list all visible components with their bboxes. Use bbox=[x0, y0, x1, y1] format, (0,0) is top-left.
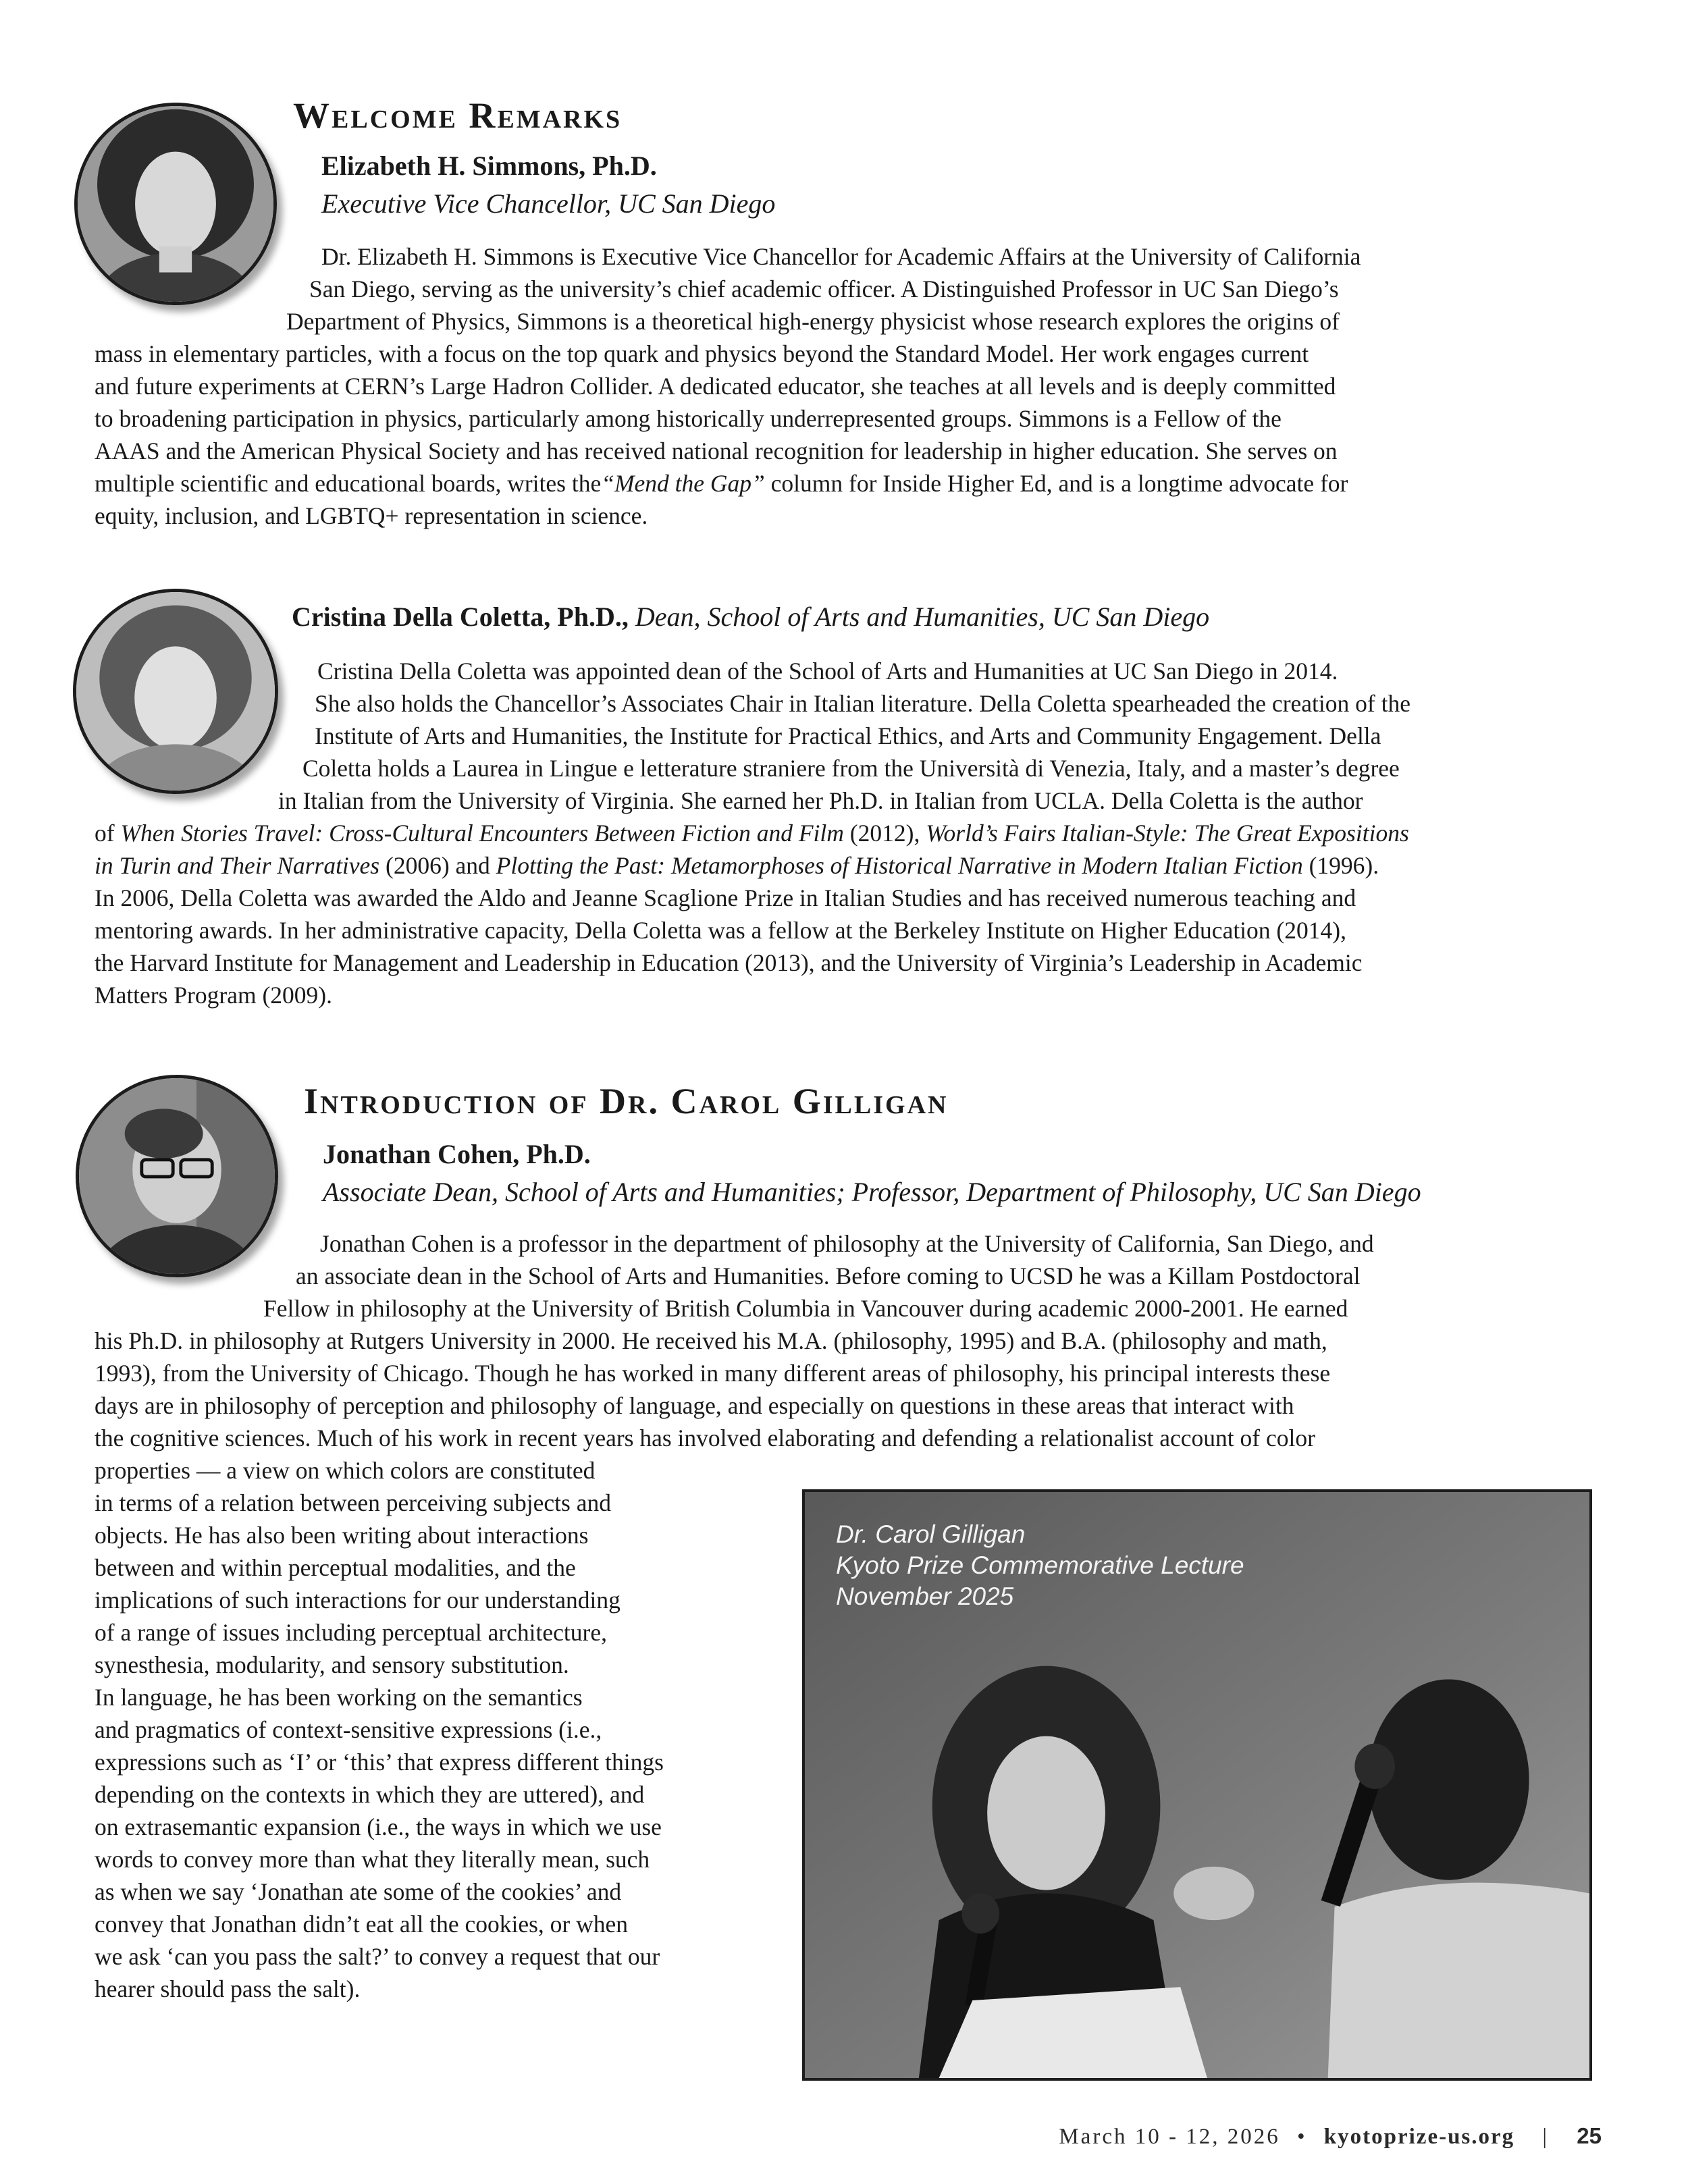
bio-line: objects. He has also been writing about interactions bbox=[95, 1522, 589, 1549]
section-heading-welcome-remarks: Welcome Remarks bbox=[293, 95, 623, 136]
footer-divider: | bbox=[1542, 2125, 1550, 2149]
caption-line: Dr. Carol Gilligan bbox=[836, 1520, 1026, 1548]
bio-line: hearer should pass the salt). bbox=[95, 1975, 361, 2002]
bio-line: days are in philosophy of perception and philosophy of language, and especially on questions in these areas that interact with bbox=[95, 1392, 1294, 1419]
caption-line: November 2025 bbox=[836, 1582, 1014, 1610]
speaker-role: Executive Vice Chancellor, UC San Diego bbox=[321, 188, 776, 219]
bio-line: Coletta holds a Laurea in Lingue e letterature straniere from the Università di Venezia, Italy, and a master’s degree bbox=[302, 755, 1400, 782]
speaker-role: Dean, School of Arts and Humanities, UC San Diego bbox=[635, 602, 1210, 632]
bio-line: Dr. Elizabeth H. Simmons is Executive Vice Chancellor for Academic Affairs at the University of California bbox=[321, 243, 1361, 270]
bio-line: and future experiments at CERN’s Large Hadron Collider. A dedicated educator, she teaches at all levels and is deeply committed bbox=[95, 373, 1336, 400]
bio-line: She also holds the Chancellor’s Associates Chair in Italian literature. Della Coletta spearheaded the creation of the bbox=[315, 690, 1410, 717]
speaker-name: Elizabeth H. Simmons, Ph.D. bbox=[321, 151, 657, 181]
bio-line: of When Stories Travel: Cross-Cultural Encounters Between Fiction and Film (2012), World’s Fairs Italian-Style: The Great Expositions bbox=[95, 820, 1409, 847]
portrait-photo bbox=[78, 106, 273, 302]
bio-line: convey that Jonathan didn’t eat all the cookies, or when bbox=[95, 1911, 628, 1938]
page-number: 25 bbox=[1577, 2123, 1602, 2148]
speaker-name: Jonathan Cohen, Ph.D. bbox=[323, 1139, 591, 1169]
bio-line: Institute of Arts and Humanities, the Institute for Practical Ethics, and Arts and Community Engagement. Della bbox=[315, 722, 1381, 749]
speaker-role: Associate Dean, School of Arts and Humanities; Professor, Department of Philosophy, UC San Diego bbox=[323, 1177, 1421, 1207]
bio-line: his Ph.D. in philosophy at Rutgers University in 2000. He received his M.A. (philosophy, 1995) and B.A. (philosophy and math, bbox=[95, 1327, 1327, 1354]
bio-line: mentoring awards. In her administrative capacity, Della Coletta was a fellow at the Berkeley Institute on Higher Education (2014), bbox=[95, 917, 1346, 944]
bio-line: to broadening participation in physics, particularly among historically underrepresented groups. Simmons is a Fellow of the bbox=[95, 405, 1282, 432]
bio-line: AAAS and the American Physical Society and has received national recognition for leadership in higher education. She serves on bbox=[95, 437, 1338, 464]
bio-line: In 2006, Della Coletta was awarded the Aldo and Jeanne Scaglione Prize in Italian Studies and has received numerous teaching and bbox=[95, 884, 1356, 911]
page-footer bbox=[1059, 2123, 1602, 2150]
portrait-photo bbox=[79, 1078, 275, 1274]
bio-line: in terms of a relation between perceiving subjects and bbox=[95, 1489, 611, 1516]
bio-line: in Italian from the University of Virginia. She earned her Ph.D. in Italian from UCLA. Della Coletta is the author bbox=[278, 787, 1363, 814]
portrait-elizabeth-simmons bbox=[74, 103, 277, 305]
bio-line: depending on the contexts in which they are uttered), and bbox=[95, 1781, 645, 1808]
bio-line: words to convey more than what they literally mean, such bbox=[95, 1846, 650, 1873]
bio-line: In language, he has been working on the semantics bbox=[95, 1684, 583, 1711]
bio-line: on extrasemantic expansion (i.e., the ways in which we use bbox=[95, 1813, 662, 1840]
footer-url: kyotoprize-us.org bbox=[1323, 2125, 1515, 2149]
caption-line: Kyoto Prize Commemorative Lecture bbox=[836, 1551, 1244, 1579]
bio-line: synesthesia, modularity, and sensory substitution. bbox=[95, 1651, 569, 1678]
footer-dates: March 10 - 12, 2026 bbox=[1059, 2125, 1280, 2149]
footer-bullet: • bbox=[1296, 2125, 1307, 2149]
bio-line: 1993), from the University of Chicago. Though he has worked in many different areas of philosophy, his principal interests these bbox=[95, 1360, 1331, 1387]
bio-line: properties — a view on which colors are constituted bbox=[95, 1457, 596, 1484]
bio-line: Matters Program (2009). bbox=[95, 982, 332, 1009]
bio-line: in Turin and Their Narratives (2006) and Plotting the Past: Metamorphoses of Historical Narrative in Modern Italian Fiction (1996). bbox=[95, 852, 1379, 879]
photo-caption bbox=[836, 1519, 1244, 1612]
portrait-photo bbox=[76, 592, 275, 791]
bio-line: we ask ‘can you pass the salt?’ to convey a request that our bbox=[95, 1943, 660, 1970]
bio-line: Jonathan Cohen is a professor in the department of philosophy at the University of California, San Diego, and bbox=[320, 1230, 1374, 1257]
bio-line: San Diego, serving as the university’s chief academic officer. A Distinguished Professor in UC San Diego’s bbox=[309, 275, 1339, 302]
bio-line: equity, inclusion, and LGBTQ+ representation in science. bbox=[95, 502, 648, 529]
bio-line: Department of Physics, Simmons is a theoretical high-energy physicist whose research explores the origins of bbox=[286, 308, 1340, 335]
bio-line: implications of such interactions for our understanding bbox=[95, 1587, 621, 1614]
bio-line: mass in elementary particles, with a focus on the top quark and physics beyond the Standard Model. Her work engages current bbox=[95, 340, 1309, 367]
bio-line: and pragmatics of context-sensitive expressions (i.e., bbox=[95, 1716, 602, 1743]
bio-line: Fellow in philosophy at the University of British Columbia in Vancouver during academic 2000-2001. He earned bbox=[263, 1295, 1348, 1322]
bio-line: of a range of issues including perceptual architecture, bbox=[95, 1619, 607, 1646]
section-heading-introduction: Introduction of Dr. Carol Gilligan bbox=[304, 1081, 949, 1121]
bio-line: Cristina Della Coletta was appointed dean of the School of Arts and Humanities at UC San Diego in 2014. bbox=[317, 658, 1338, 685]
portrait-cristina-della-coletta bbox=[73, 589, 278, 794]
portrait-jonathan-cohen bbox=[76, 1075, 278, 1277]
bio-line: multiple scientific and educational boards, writes the“Mend the Gap” column for Inside Higher Ed, and is a longtime advocate for bbox=[95, 470, 1348, 497]
bio-line: expressions such as ‘I’ or ‘this’ that express different things bbox=[95, 1749, 664, 1776]
photo-carol-gilligan-lecture bbox=[802, 1489, 1592, 2081]
bio-line: as when we say ‘Jonathan ate some of the cookies’ and bbox=[95, 1878, 622, 1905]
bio-line: between and within perceptual modalities, and the bbox=[95, 1554, 576, 1581]
bio-line: the Harvard Institute for Management and Leadership in Education (2013), and the University of Virginia’s Leadership in Academic bbox=[95, 949, 1363, 976]
speaker-name: Cristina Della Coletta, Ph.D., Dean, School of Arts and Humanities, UC San Diego bbox=[292, 602, 1210, 632]
bio-line: an associate dean in the School of Arts and Humanities. Before coming to UCSD he was a Killam Postdoctoral bbox=[296, 1262, 1361, 1289]
bio-line: the cognitive sciences. Much of his work in recent years has involved elaborating and defending a relationalist account of color bbox=[95, 1424, 1315, 1451]
